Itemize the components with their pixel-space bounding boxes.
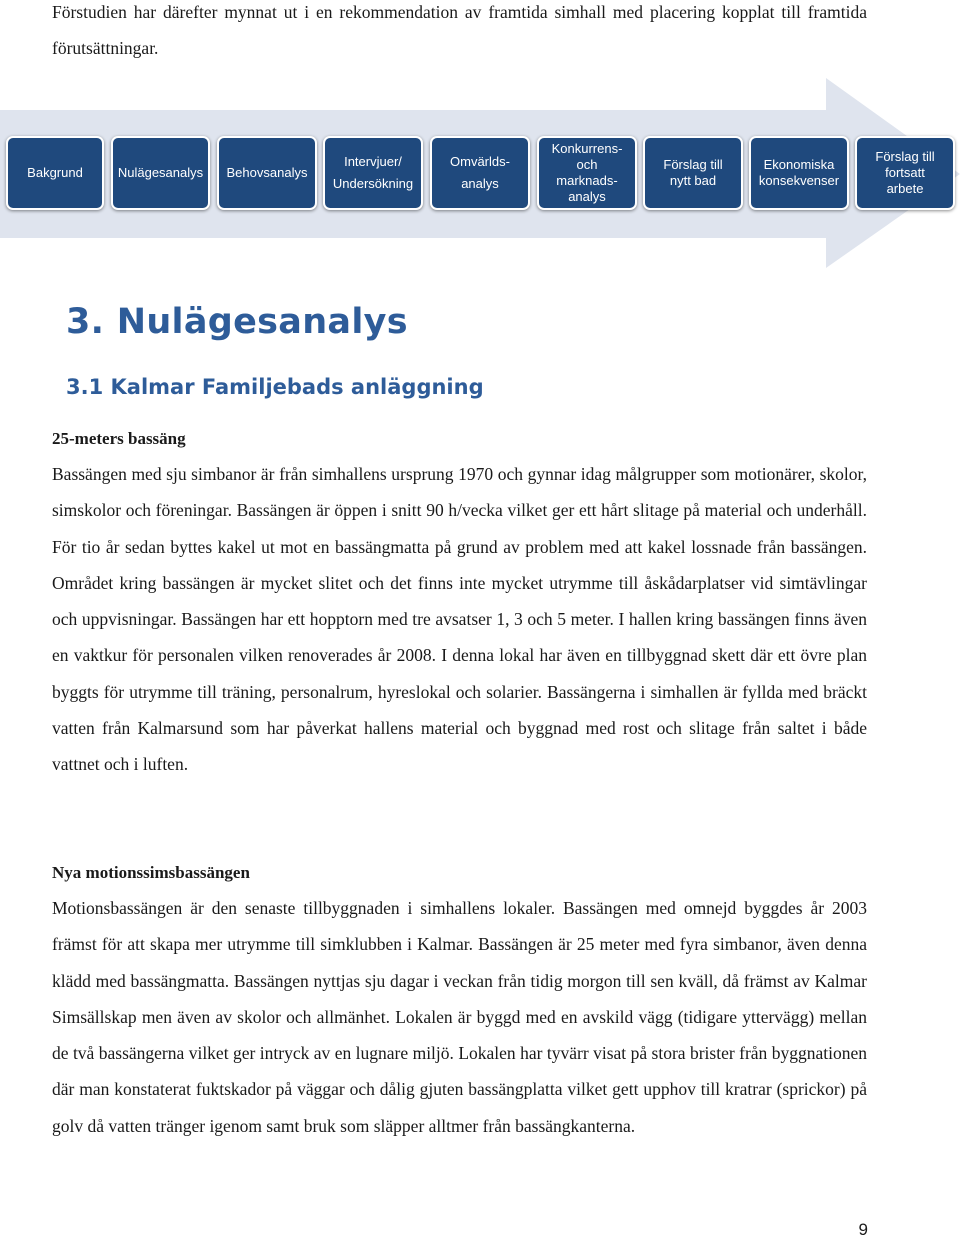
process-step-behovsanalys: Behovsanalys (217, 136, 317, 210)
section-heading: 3.1 Kalmar Familjebads anläggning (66, 375, 484, 399)
process-step-forslag-nytt-bad: Förslag till nytt bad (643, 136, 743, 210)
process-step-intervjuer: Intervjuer/ Undersökning (323, 136, 423, 210)
chapter-heading: 3. Nulägesanalys (66, 302, 408, 342)
process-step-ekonomiska-konsekvenser: Ekonomiska konsekvenser (749, 136, 849, 210)
pool-new-paragraph: Motionsbassängen är den senaste tillbyggnaden i simhallens lokaler. Bassängen med omnejd byggdes år 2003 främst för att skapa mer utrymme till simklubben i Kalmar. Bassängen är 25 meter med fyra simbanor, även denna klädd med bassängmatta. Bassängen nyttjas sju dagar i veckan från tidig morgon till sen kväll, då främst av Kalmar Simsällskap men även av skolor och allmänhet. Lokalen är byggd med en avskild vägg (tidigare yttervägg) mellan de två bassängerna vilket ger intryck av en lugnare miljö. Lokalen har tyvärr visat på stora brister från byggnationen där man konstaterat fuktskador på väggar och dålig gjuten bassängplatta vilket gett upphov till kratrar (sprickor) på golv då vatten tränger igenom samt bruk som släpper alltmer från bassängkanterna. (52, 898, 867, 1136)
process-step-konkurrensanalys: Konkurrens- och marknads- analys (537, 136, 637, 210)
intro-paragraph: Förstudien har därefter mynnat ut i en rekommendation av framtida simhall med placering kopplat till framtida förutsättningar. (52, 2, 867, 58)
process-diagram (0, 78, 960, 268)
page-number: 9 (858, 1220, 868, 1239)
process-step-fortsatt-arbete: Förslag till fortsatt arbete (855, 136, 955, 210)
pool-new-heading: Nya motionssimsbassängen (52, 863, 250, 882)
process-step-bakgrund: Bakgrund (6, 136, 104, 210)
process-step-nulagesanalys: Nulägesanalys (111, 136, 210, 210)
pool-25m-paragraph: Bassängen med sju simbanor är från simhallens ursprung 1970 och gynnar idag målgrupper som motionärer, skolor, simskolor och föreningar. Bassängen är öppen i snitt 90 h/vecka vilket ger ett hårt slitage på material och underhåll. För tio år sedan byttes kakel ut mot en bassängmatta på grund av problem med att kakel lossnade från bassängen. Området kring bassängen är mycket slitet och det finns inte mycket utrymme till åskådarplatser vid simtävlingar och uppvisningar. Bassängen har ett hopptorn med tre avsatser 1, 3 och 5 meter. I hallen kring bassängen finns även en vaktkur för personalen vilken renoverades år 2008. I denna lokal har även en tillbyggnad skett där ett övre plan byggts för utrymme till träning, personalrum, hyreslokal och solarier. Bassängerna i simhallen är fyllda med bräckt vatten från Kalmarsund som har påverkat hallens material och byggnad med rost och slitage från saltet i både vattnet och i luften. (52, 464, 867, 775)
pool-25m-heading: 25-meters bassäng (52, 429, 186, 448)
process-step-omvarldsanalys: Omvärlds- analys (430, 136, 530, 210)
